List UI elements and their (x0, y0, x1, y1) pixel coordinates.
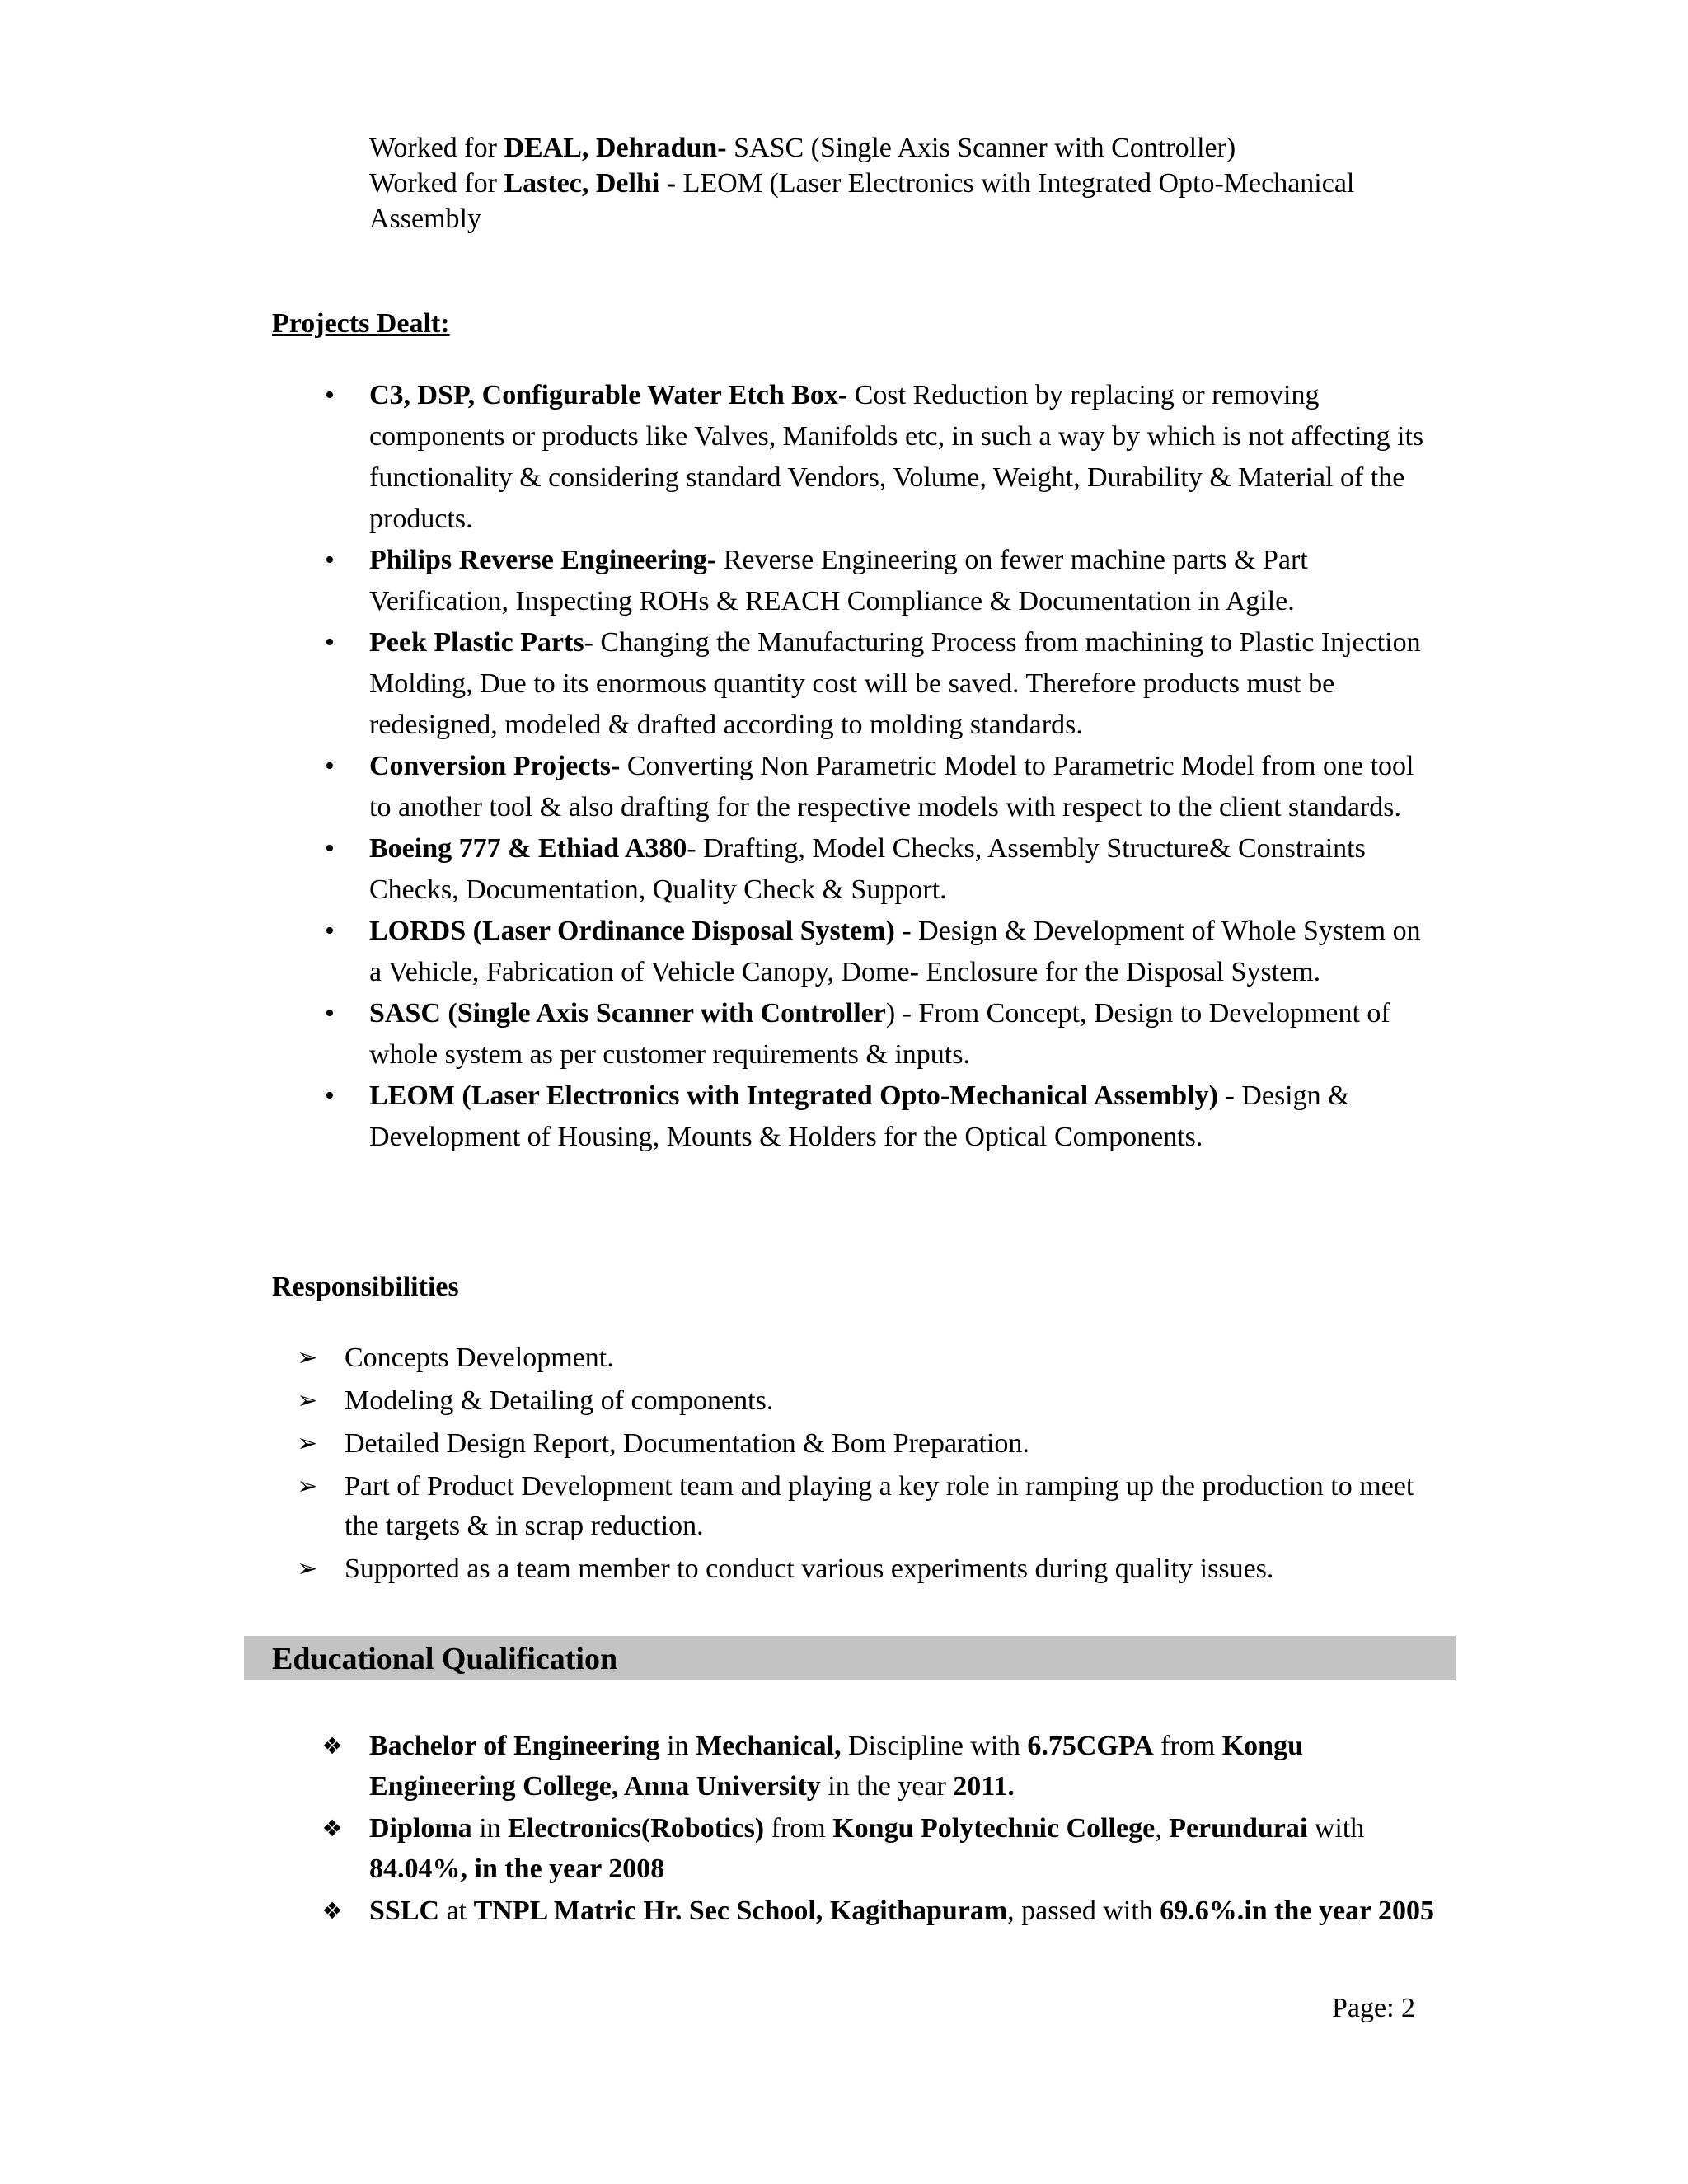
bullet-icon: • (325, 1080, 335, 1111)
institution: Kongu Polytechnic College (832, 1813, 1156, 1844)
score: 6.75CGPA (1027, 1731, 1154, 1761)
location: Perundurai (1169, 1813, 1308, 1844)
worked-for-block (369, 130, 1457, 237)
project-title: LORDS (Laser Ordinance Disposal System) (369, 916, 895, 946)
diamond-bullet-icon: ❖ (321, 1815, 343, 1842)
education-text: at (439, 1896, 474, 1926)
project-item (325, 1076, 1432, 1158)
responsibility-text: Modeling & Detailing of components. (345, 1385, 774, 1416)
education-text: from (1153, 1731, 1222, 1761)
education-item (321, 1726, 1441, 1807)
degree: Diploma (369, 1813, 472, 1844)
worked-prefix: Worked for (369, 168, 504, 199)
arrow-bullet-icon: ➢ (297, 1473, 318, 1500)
bullet-icon: • (325, 916, 335, 946)
project-title: Peek Plastic Parts (369, 627, 584, 658)
worked-project: LEOM (Laser Electronics with Integrated Opto-Mechanical Assembly (369, 168, 1355, 234)
education-text: , passed with (1007, 1896, 1160, 1926)
project-item (325, 993, 1432, 1076)
arrow-bullet-icon: ➢ (297, 1430, 318, 1457)
score-year: 84.04%, in the year 2008 (369, 1854, 665, 1884)
responsibility-text: Concepts Development. (345, 1343, 614, 1373)
project-title: Boeing 777 & Ethiad A380 (369, 833, 687, 864)
project-item (325, 746, 1432, 828)
project-item (325, 828, 1432, 911)
discipline: Electronics(Robotics) (508, 1813, 765, 1844)
degree: SSLC (369, 1896, 440, 1926)
bullet-icon: • (325, 627, 335, 658)
project-item (325, 540, 1432, 622)
education-list (321, 1726, 1441, 1933)
arrow-bullet-icon: ➢ (297, 1344, 318, 1371)
bullet-icon: • (325, 751, 335, 781)
projects-list (325, 375, 1432, 1158)
education-item (321, 1808, 1441, 1889)
project-title: SASC (Single Axis Scanner with Controller (369, 998, 886, 1029)
responsibility-item (297, 1467, 1432, 1546)
worked-company: Lastec, Delhi - (504, 168, 677, 199)
responsibility-item (297, 1338, 1432, 1378)
education-text: from (764, 1813, 833, 1844)
degree: Bachelor of Engineering (369, 1731, 660, 1761)
diamond-bullet-icon: ❖ (321, 1732, 343, 1760)
responsibility-text: Supported as a team member to conduct various experiments during quality issues. (345, 1554, 1274, 1584)
education-text: Discipline with (841, 1731, 1028, 1761)
diamond-bullet-icon: ❖ (321, 1897, 343, 1924)
project-description: Converting Non Parametric Model to Parametric Model from one tool to another tool & also drafting for the respective models with respect to the client standards. (369, 751, 1414, 823)
worked-for-line (369, 166, 1457, 237)
education-text: , (1155, 1813, 1170, 1844)
responsibilities-list (297, 1338, 1432, 1592)
education-text: in (659, 1731, 696, 1761)
education-text: in the year (820, 1771, 954, 1802)
education-text: with (1307, 1813, 1365, 1844)
education-heading: Educational Qualification (272, 1642, 618, 1676)
project-description: ) - From Concept, Design to Development of whole system as per customer requirements & inputs. (369, 998, 1390, 1070)
responsibility-item (297, 1381, 1432, 1421)
project-description: - Changing the Manufacturing Process from machining to Plastic Injection Molding, Due to its enormous quantity cost will be saved. Therefore products must be redesigned, modeled & drafted according to molding standards. (369, 627, 1421, 740)
bullet-icon: • (325, 380, 335, 410)
year: 2011. (953, 1771, 1015, 1802)
responsibility-text: Part of Product Development team and playing a key role in ramping up the production to meet the targets & in scrap reduction. (345, 1471, 1414, 1541)
project-item (325, 622, 1432, 746)
responsibility-item (297, 1424, 1432, 1464)
project-title: Philips Reverse Engineering- (369, 545, 717, 575)
project-title: C3, DSP, Configurable Water Etch Box (369, 380, 838, 410)
institution: TNPL Matric Hr. Sec School, Kagithapuram (473, 1896, 1008, 1926)
bullet-icon: • (325, 545, 335, 575)
worked-prefix: Worked for (369, 133, 504, 163)
project-description: - Design & Development of Housing, Mounts & Holders for the Optical Components. (369, 1080, 1350, 1152)
project-description: - Drafting, Model Checks, Assembly Structure& Constraints Checks, Documentation, Quality Check & Support. (369, 833, 1366, 905)
worked-company: DEAL, Dehradun- (504, 133, 727, 163)
project-title: Conversion Projects- (369, 751, 621, 781)
score-year: 69.6%.in the year 2005 (1160, 1896, 1435, 1926)
education-text: in (471, 1813, 509, 1844)
project-item (325, 375, 1432, 540)
projects-heading: Projects Dealt: (272, 308, 450, 339)
project-item (325, 911, 1432, 993)
responsibilities-heading: Responsibilities (272, 1272, 459, 1302)
page-number: Page: 2 (1332, 1993, 1416, 2023)
arrow-bullet-icon: ➢ (297, 1555, 318, 1582)
responsibility-item (297, 1549, 1432, 1589)
project-description: Reverse Engineering on fewer machine parts & Part Verification, Inspecting ROHs & REACH Compliance & Documentation in Agile. (369, 545, 1308, 616)
worked-for-line (369, 130, 1457, 166)
responsibility-text: Detailed Design Report, Documentation & Bom Preparation. (345, 1428, 1029, 1459)
arrow-bullet-icon: ➢ (297, 1387, 318, 1414)
bullet-icon: • (325, 833, 335, 864)
project-title: LEOM (Laser Electronics with Integrated Opto-Mechanical Assembly) (369, 1080, 1218, 1111)
discipline: Mechanical, (696, 1731, 842, 1761)
institution: Kongu Engineering College, Anna University (369, 1731, 1303, 1802)
project-description: - Design & Development of Whole System on a Vehicle, Fabrication of Vehicle Canopy, Dome- Enclosure for the Disposal System. (369, 916, 1421, 987)
project-description: - Cost Reduction by replacing or removing components or products like Valves, Manifolds etc, in such a way by which is not affecting its functionality & considering standard Vendors, Volume, Weight, Durability & Material of the products. (369, 380, 1424, 534)
bullet-icon: • (325, 998, 335, 1029)
education-item (321, 1891, 1441, 1931)
worked-project: SASC (Single Axis Scanner with Controller) (726, 133, 1236, 163)
